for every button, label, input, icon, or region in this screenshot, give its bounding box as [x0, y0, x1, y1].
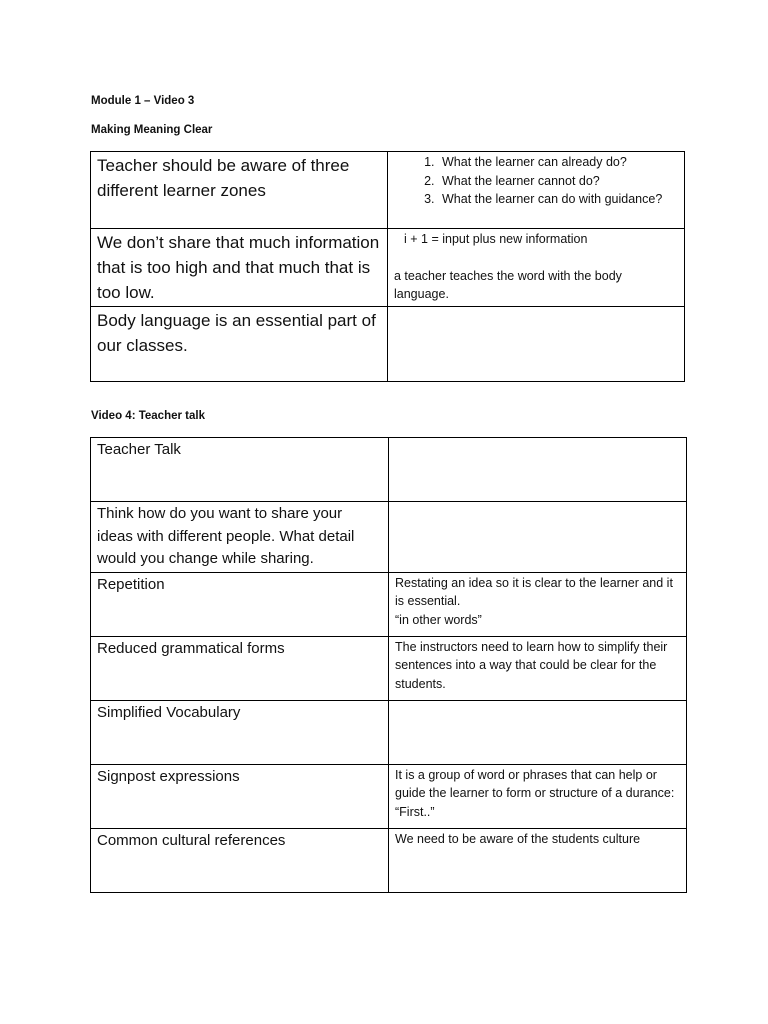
table-row: [91, 307, 685, 382]
cell-line: a teacher teaches the word with the body language.: [394, 268, 622, 302]
spacer: [394, 249, 678, 267]
table-cell: Think how do you want to share your ideas with different people. What detail would you change while sharing.: [91, 502, 389, 573]
table-row: [91, 502, 687, 573]
list-item: 2. What the learner cannot do?: [438, 172, 678, 191]
table-cell: [388, 152, 685, 229]
table-cell: Signpost expressions: [91, 764, 389, 828]
table-cell: Reduced grammatical forms: [91, 636, 389, 700]
section-heading: Making Meaning Clear: [91, 124, 213, 136]
table-row: [91, 764, 687, 828]
table-row: [91, 438, 687, 502]
table-row: [91, 700, 687, 764]
video4-heading: Video 4: Teacher talk: [91, 410, 205, 422]
table-cell: [389, 438, 687, 502]
table-cell: We need to be aware of the students culture: [389, 828, 687, 892]
module-heading: Module 1 – Video 3: [91, 95, 195, 107]
table-cell: Teacher should be aware of three different learner zones: [91, 152, 388, 229]
table-row: [91, 572, 687, 636]
making-meaning-table: [90, 151, 685, 382]
table-cell: It is a group of word or phrases that can help or guide the learner to form or structure of a durance: “First..”: [389, 764, 687, 828]
table-row: [91, 636, 687, 700]
cell-line: i + 1 = input plus new information: [404, 232, 588, 246]
teacher-talk-table: [90, 437, 687, 893]
table-row: [91, 229, 685, 307]
table-row: [91, 828, 687, 892]
list-item: 3. What the learner can do with guidance?: [438, 190, 678, 209]
table-cell: Teacher Talk: [91, 438, 389, 502]
table-cell: [389, 502, 687, 573]
table-cell: Repetition: [91, 572, 389, 636]
table-cell: The instructors need to learn how to simplify their sentences into a way that could be clear for the students.: [389, 636, 687, 700]
table-cell: Common cultural references: [91, 828, 389, 892]
list-item: 1. What the learner can already do?: [438, 153, 678, 172]
table-cell: We don’t share that much information that is too high and that much that is too low.: [91, 229, 388, 307]
table-cell: [388, 307, 685, 382]
cell-line: Restating an idea so it is clear to the learner and it is essential.: [395, 575, 673, 609]
table-row: [91, 152, 685, 229]
cell-line: “in other words”: [395, 612, 482, 627]
learner-zones-list: [394, 153, 678, 209]
table-cell: [389, 700, 687, 764]
table-cell: Body language is an essential part of our classes.: [91, 307, 388, 382]
table-cell: [388, 229, 685, 307]
table-cell: [389, 572, 687, 636]
table-cell: Simplified Vocabulary: [91, 700, 389, 764]
